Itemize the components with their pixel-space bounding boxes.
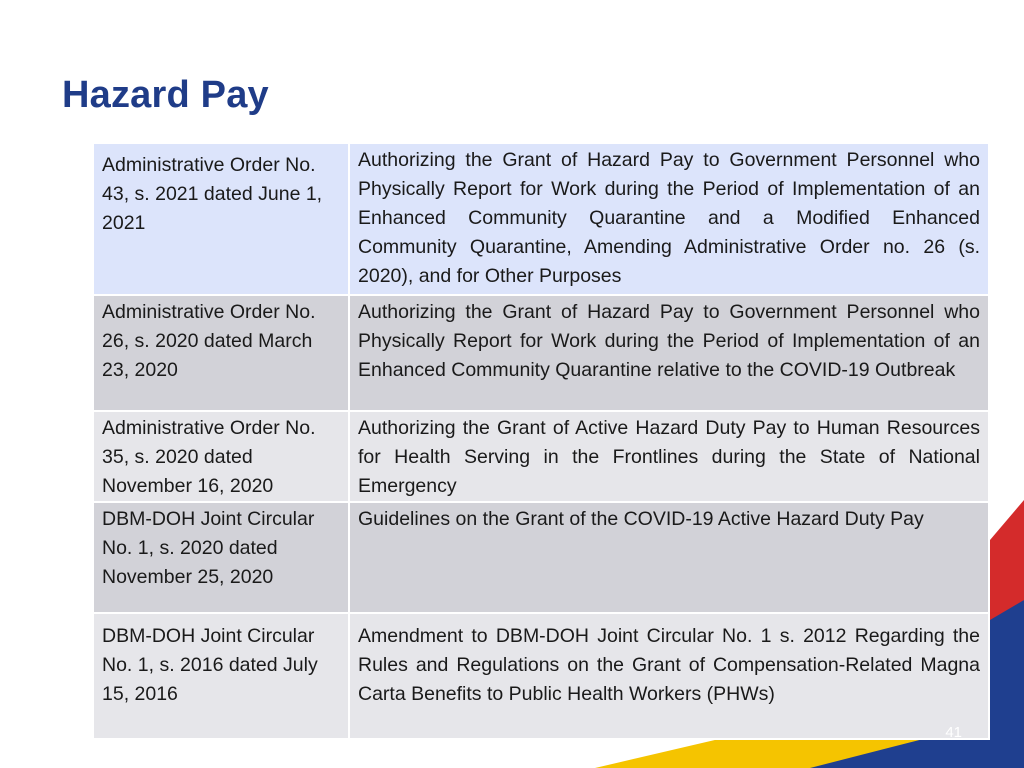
page-number: 41 (945, 724, 962, 741)
issuance-cell: Administrative Order No. 35, s. 2020 dated November 16, 2020 (94, 411, 349, 502)
issuance-cell: DBM-DOH Joint Circular No. 1, s. 2020 dated November 25, 2020 (94, 502, 349, 613)
slide-title: Hazard Pay (62, 74, 269, 116)
table-row (94, 144, 989, 295)
hazard-pay-table (94, 144, 990, 740)
description-cell: Amendment to DBM-DOH Joint Circular No. 1 s. 2012 Regarding the Rules and Regulations on the Grant of Compensation-Related Magna Carta Benefits to Public Health Workers (PHWs) (349, 613, 989, 739)
description-cell: Authorizing the Grant of Hazard Pay to Government Personnel who Physically Report for Work during the Period of Implementation of an Enhanced Community Quarantine relative to the COVID-19 Outbreak (349, 295, 989, 411)
description-cell: Authorizing the Grant of Active Hazard Duty Pay to Human Resources for Health Serving in the Frontlines during the State of National Emergency (349, 411, 989, 502)
description-cell: Authorizing the Grant of Hazard Pay to Government Personnel who Physically Report for Work during the Period of Implementation of an Enhanced Community Quarantine and a Modified Enhanced Community Quarantine, Amending Administrative Order no. 26 (s. 2020), and for Other Purposes (349, 144, 989, 295)
description-cell: Guidelines on the Grant of the COVID-19 Active Hazard Duty Pay (349, 502, 989, 613)
table-row (94, 411, 989, 502)
issuance-cell: Administrative Order No. 26, s. 2020 dated March 23, 2020 (94, 295, 349, 411)
issuance-cell: Administrative Order No. 43, s. 2021 dated June 1, 2021 (94, 144, 349, 295)
issuance-cell: DBM-DOH Joint Circular No. 1, s. 2016 dated July 15, 2016 (94, 613, 349, 739)
table-row (94, 613, 989, 739)
table-row (94, 502, 989, 613)
table-row (94, 295, 989, 411)
